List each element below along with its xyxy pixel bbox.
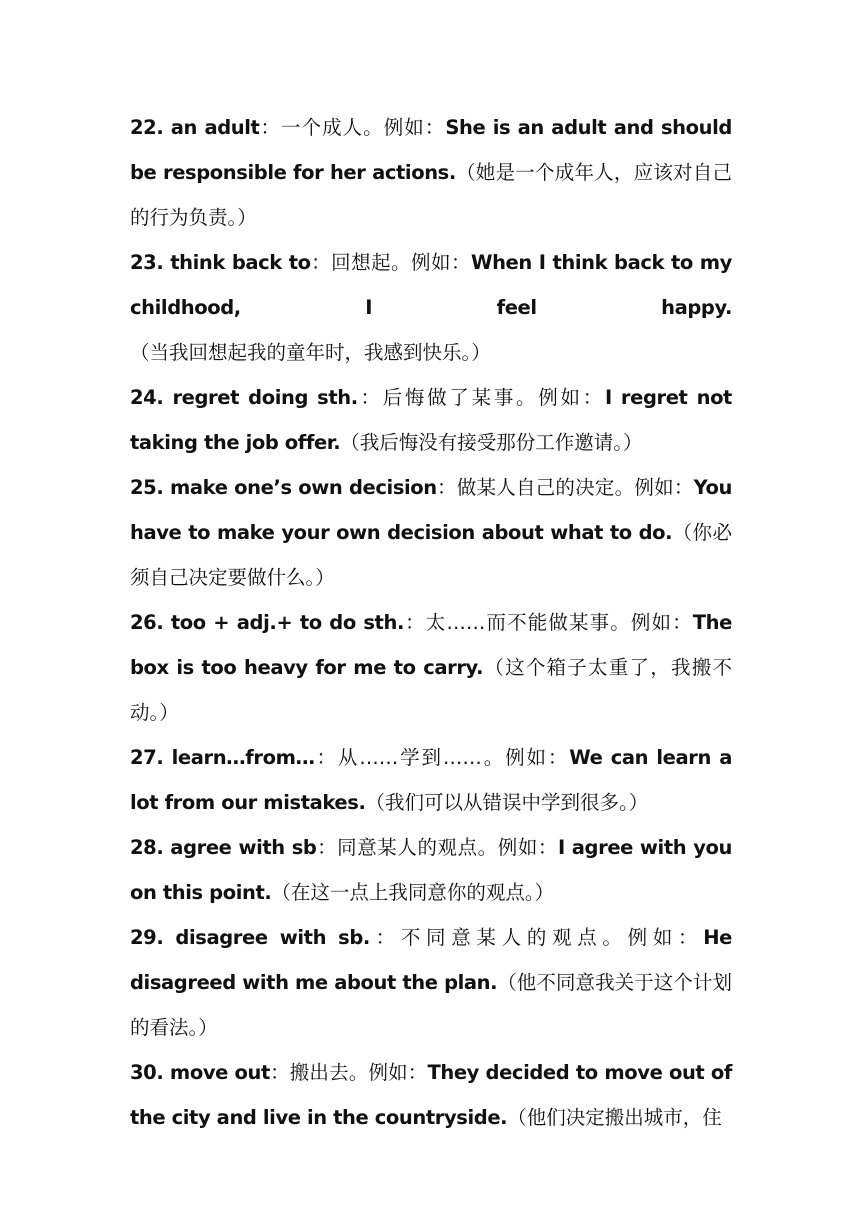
translation: （我们可以从错误中学到很多。） (365, 791, 649, 814)
meaning: ：一个成人。例如： (259, 116, 446, 139)
phrase: 29. disagree with sb. (130, 926, 370, 949)
phrase-entry-26 (130, 600, 732, 735)
phrase: 25. make one’s own decision (130, 476, 437, 499)
phrase-entry-29 (130, 915, 732, 1050)
phrase-entry-22 (130, 105, 732, 240)
example-sentence: She is an adult and should be responsible for her actions. (130, 116, 732, 184)
example-sentence: You have to make your own decision about what to do. (130, 476, 732, 544)
phrase: 26. too + adj.+ to do sth. (130, 611, 404, 634)
meaning: ：搬出去。例如： (269, 1061, 428, 1084)
example-sentence: When I think back to my childhood, I feel happy. (130, 251, 732, 319)
translation: （我后悔没有接受那份工作邀请。） (340, 431, 643, 454)
example-sentence: The box is too heavy for me to carry. (130, 611, 732, 679)
meaning: ：不同意某人的观点。例如： (369, 926, 704, 949)
meaning: ：太……而不能做某事。例如： (403, 611, 693, 634)
example-sentence: We can learn a lot from our mistakes. (130, 746, 732, 814)
translation: （他不同意我关于这个计划的看法。） (130, 971, 732, 1039)
phrase-entry-30 (130, 1050, 732, 1140)
translation: （他们决定搬出城市，住 (507, 1106, 722, 1129)
phrase-entry-23 (130, 240, 732, 375)
phrase: 28. agree with sb (130, 836, 317, 859)
translation: （当我回想起我的童年时，我感到快乐。） (130, 341, 491, 364)
document-page (130, 105, 732, 1140)
phrase-entry-27 (130, 735, 732, 825)
meaning: ：从……学到……。例如： (314, 746, 570, 769)
example-sentence: He disagreed with me about the plan. (130, 926, 732, 994)
example-sentence: I regret not taking the job offer. (130, 386, 732, 454)
phrase: 23. think back to (130, 251, 311, 274)
phrase-entry-28 (130, 825, 732, 915)
phrase: 22. an adult (130, 116, 260, 139)
translation: （这个箱子太重了，我搬不动。） (130, 656, 732, 724)
example-sentence: I agree with you on this point. (130, 836, 732, 904)
meaning: ：后悔做了某事。例如： (357, 386, 605, 409)
phrase-entry-24 (130, 375, 732, 465)
translation: （她是一个成年人，应该对自己的行为负责。） (130, 161, 732, 229)
phrase: 24. regret doing sth. (130, 386, 358, 409)
phrase-entry-25 (130, 465, 732, 600)
phrase: 27. learn…from… (130, 746, 315, 769)
example-sentence: They decided to move out of the city and live in the countryside. (130, 1061, 732, 1129)
translation: （在这一点上我同意你的观点。） (271, 881, 555, 904)
meaning: ：做某人自己的决定。例如： (436, 476, 694, 499)
meaning: ：回想起。例如： (310, 251, 471, 274)
meaning: ：同意某人的观点。例如： (316, 836, 558, 859)
translation: （你必须自己决定要做什么。） (130, 521, 732, 589)
phrase: 30. move out (130, 1061, 270, 1084)
